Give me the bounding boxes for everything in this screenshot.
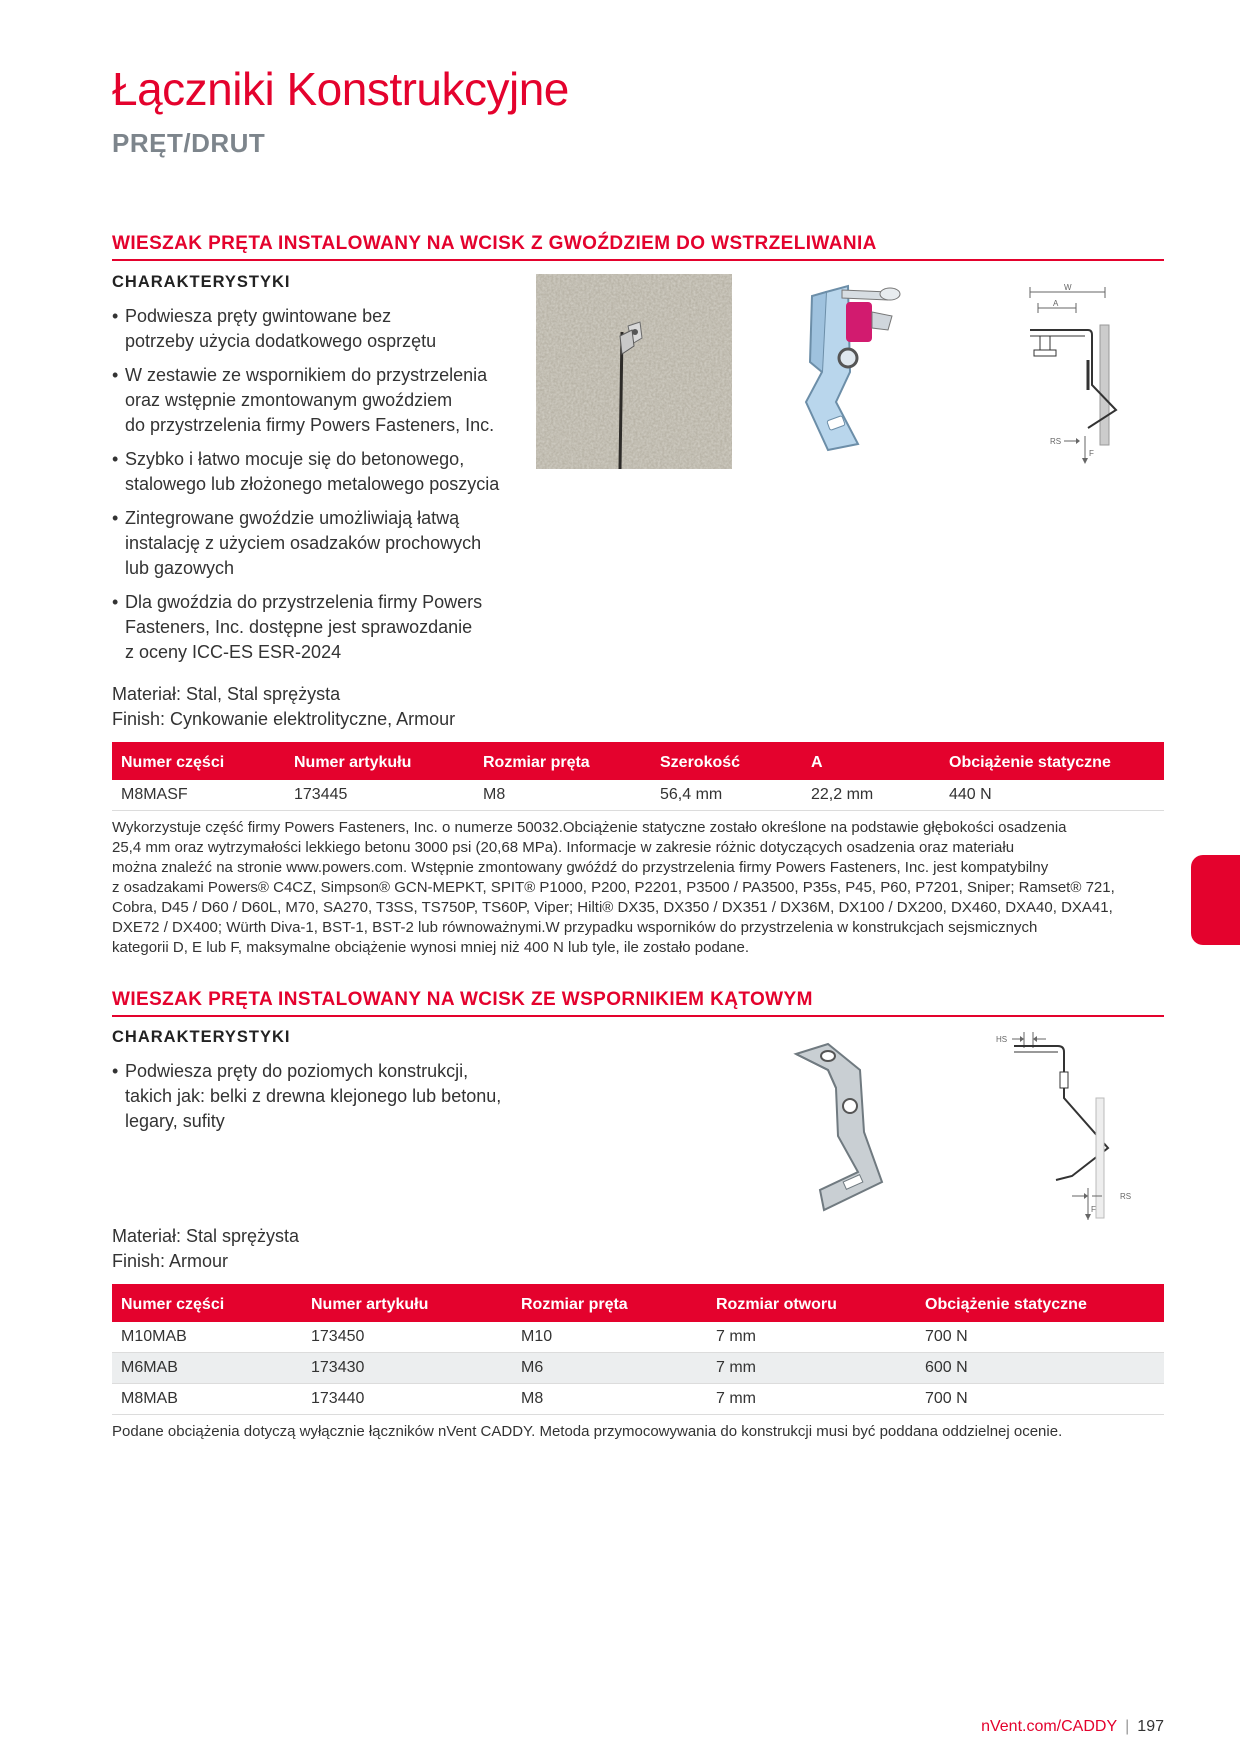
section1-note: Wykorzystuje część firmy Powers Fasteners, Inc. o numerze 50032.Obciążenie statyczne zostało określone na podstawie głębokości osadzenia 25,4 mm oraz wytrzymałości lekkiego betonu 3000 psi (20,68 MPa). Informacje w zakresie różnic dotyczących osadzenia oraz materiału można znaleźć na stronie www.powers.com. Wstępnie zmontowany gwóźdź do przystrzelenia firmy Powers Fasteners, Inc. jest kompatybilny z osadzakami Powers® C4CZ, Simpson® GCN-MEPKT, SPIT® P1000, P200, P2201, P3500 / PA3500, P35s, P45, P60, P7201, Sniper; Ramset® 721, Cobra, D45 / D60 / D60L, M70, SA270, T3SS, TS750P, TS60P, Viper; Hilti® DX35, DX350 / DX351 / DX36M, DX100 / DX200, DX460, DXA40, DXA41, DXE72 / DX400; Würth Diva-1, BST-1, BST-2 lub równoważnymi.W przypadku wsporników do przystrzelenia w konstrukcjach sejsmicznych kategorii D, E lub F, maksymalne obciążenie wynosi mniej niż 400 N lub tyle, ile zostało podane. [112,819,1115,956]
dimension-label-a: A [1053,299,1059,308]
section1-rule [112,259,1164,261]
bullet-item: • Dla gwoździa do przystrzelenia firmy Powers Fasteners, Inc. dostępne jest sprawozdanie z oceny ICC-ES ESR-2024 [112,590,499,665]
bullet-item: • Szybko i łatwo mocuje się do betonowego, stalowego lub złożonego metalowego poszycia [112,447,499,497]
product-image-mab [788,1040,918,1216]
section1-bullet-list [112,304,499,674]
table-header-cell: Numer części [112,742,285,780]
section1-char-heading: CHARAKTERYSTYKI [112,273,291,291]
dimension-label-rs: RS [1050,437,1062,446]
table-cell: 7 mm [707,1322,916,1353]
table-header-row [112,1284,1164,1322]
section2-note: Podane obciążenia dotyczą wyłącznie łączników nVent CADDY. Metoda przymocowywania do konstrukcji musi być poddana oddzielnej ocenie. [112,1423,1063,1440]
table-cell: M10 [512,1322,707,1353]
dimension-label-hs: HS [996,1035,1008,1044]
table-header-row [112,742,1164,780]
page-number: 197 [1137,1718,1164,1735]
table-header-cell: Numer artykułu [302,1284,512,1322]
technical-drawing-mab [990,1028,1140,1223]
table-cell: M8MASF [112,780,285,811]
table-cell: 173440 [302,1384,512,1415]
table-cell: 22,2 mm [802,780,940,811]
side-tab [1191,855,1240,945]
table-row [112,780,1164,811]
table-cell: 7 mm [707,1353,916,1384]
table-cell: 173430 [302,1353,512,1384]
table-header-cell: Rozmiar otworu [707,1284,916,1322]
section1-material: Materiał: Stal, Stal sprężysta [112,684,341,704]
table-cell: M6 [512,1353,707,1384]
technical-drawing-masf [1020,280,1140,465]
product-image-masf [788,272,928,472]
dimension-label-rs: RS [1120,1192,1132,1201]
bullet-item: • Podwiesza pręty gwintowane bez potrzeby użycia dodatkowego osprzętu [112,304,499,354]
table-header-cell: Numer części [112,1284,302,1322]
table-header-cell: Numer artykułu [285,742,474,780]
section2-char-heading: CHARAKTERYSTYKI [112,1028,291,1046]
bullet-item: • Podwiesza pręty do poziomych konstrukcji, takich jak: belki z drewna klejonego lub betonu, legary, sufity [112,1059,501,1134]
table-cell: 173450 [302,1322,512,1353]
table-row [112,1322,1164,1353]
page-title: Łączniki Konstrukcyjne [112,63,569,115]
dimension-label-f: F [1089,449,1094,458]
section1-finish: Finish: Cynkowanie elektrolityczne, Armour [112,709,456,729]
page-subtitle: PRĘT/DRUT [112,128,266,158]
section2-rule [112,1015,1164,1017]
installation-photo [536,274,732,469]
table-cell: 440 N [940,780,1164,811]
table-row [112,1384,1164,1415]
bullet-item: • Zintegrowane gwoździe umożliwiają łatwą instalację z użyciem osadzaków prochowych lub gazowych [112,506,499,581]
table-cell: M6MAB [112,1353,302,1384]
section1-heading: WIESZAK PRĘTA INSTALOWANY NA WCISK Z GWOŹDZIEM DO WSTRZELIWANIA [112,233,877,254]
footer-separator: | [1125,1718,1130,1735]
section2-material: Materiał: Stal sprężysta [112,1226,300,1246]
table-header-cell: Rozmiar pręta [512,1284,707,1322]
table-cell: M8MAB [112,1384,302,1415]
table-row [112,1353,1164,1384]
table-header-cell: Obciążenie statyczne [940,742,1164,780]
table-cell: M8 [474,780,651,811]
table-cell: 173445 [285,780,474,811]
table-cell: 56,4 mm [651,780,802,811]
footer-site-link[interactable]: nVent.com/CADDY [981,1718,1118,1735]
table-header-cell: Rozmiar pręta [474,742,651,780]
section2-finish: Finish: Armour [112,1251,229,1271]
table-cell: 7 mm [707,1384,916,1415]
dimension-label-w: W [1064,283,1072,292]
table-header-cell: A [802,742,940,780]
table-cell: 600 N [916,1353,1164,1384]
section1-spec-table [112,742,1164,811]
section2-bullet-list [112,1059,501,1143]
table-cell: 700 N [916,1384,1164,1415]
table-cell: M10MAB [112,1322,302,1353]
table-cell: 700 N [916,1322,1164,1353]
section2-spec-table [112,1284,1164,1415]
page-footer [981,1718,1164,1736]
table-cell: M8 [512,1384,707,1415]
bullet-item: • W zestawie ze wspornikiem do przystrzelenia oraz wstępnie zmontowanym gwoździem do przystrzelenia firmy Powers Fasteners, Inc. [112,363,499,438]
table-header-cell: Szerokość [651,742,802,780]
table-header-cell: Obciążenie statyczne [916,1284,1164,1322]
dimension-label-f: F [1091,1205,1096,1214]
section2-heading: WIESZAK PRĘTA INSTALOWANY NA WCISK ZE WSPORNIKIEM KĄTOWYM [112,989,813,1010]
